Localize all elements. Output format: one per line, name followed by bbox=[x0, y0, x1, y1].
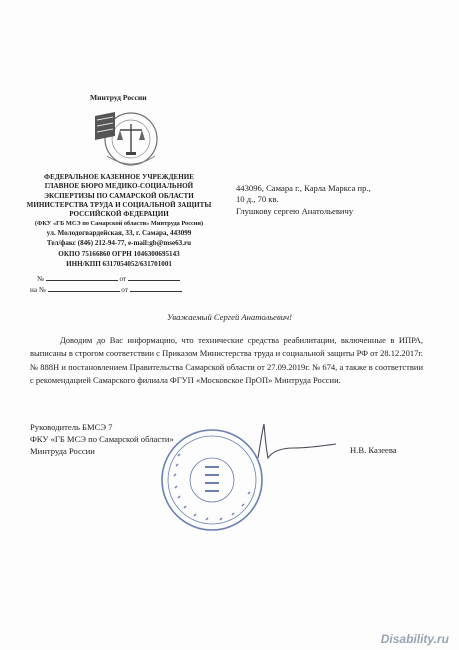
reply-no-blank bbox=[48, 283, 120, 292]
ministry-emblem-logo bbox=[93, 106, 163, 170]
org-name-line: ГЛАВНОЕ БЮРО МЕДИКО-СОЦИАЛЬНОЙ bbox=[44, 182, 194, 191]
signer-name: Н.В. Казеева bbox=[350, 445, 397, 455]
reg-date-blank bbox=[128, 272, 180, 281]
reg-on-label: на № bbox=[30, 286, 46, 294]
recipient-address-line: 10 д., 70 кв. bbox=[236, 194, 279, 205]
org-name-line: ФЕДЕРАЛЬНОЕ КАЗЕННОЕ УЧРЕЖДЕНИЕ bbox=[44, 173, 194, 181]
org-phone: Тел/факс (846) 212-94-77, e-mail:gb@mse63.ru bbox=[46, 239, 192, 247]
org-name-line: ЭКСПЕРТИЗЫ ПО САМАРСКОЙ ОБЛАСТИ bbox=[44, 191, 194, 200]
greeting: Уважаемый Сергей Анатольевич! bbox=[167, 312, 292, 322]
organization-block bbox=[14, 173, 224, 229]
org-address: ул. Молодогвардейская, 33, г. Самара, 443099 bbox=[46, 229, 192, 237]
signer-position: Руководитель БМСЭ 7 bbox=[30, 422, 113, 432]
signer-organization: ФКУ «ГБ МСЭ по Самарской области» bbox=[30, 433, 174, 444]
letter-body bbox=[30, 334, 423, 388]
body-paragraph: Доводим до Вас информацию, что технические средства реабилитации, включенные в ИПРА, выписаны в строгом соответствии с Приказом Министерства труда и социальной защиты РФ от 28.12.2017г. № 888Н и постановлением Правительства Самарской области от 27.09.2019г. № 674, а также в соответствии с рекомендацией Самарского филиала ФГУП «Московское ПрОП» Минтруда России. bbox=[30, 335, 423, 386]
reply-date-blank bbox=[130, 283, 182, 292]
handwritten-signature bbox=[250, 418, 340, 470]
reg-no-blank bbox=[46, 272, 118, 281]
signature-block bbox=[30, 422, 174, 457]
recipient-address-line: 443096, Самара г., Карла Маркса пр., bbox=[236, 183, 371, 193]
reply-number-row bbox=[30, 283, 182, 295]
recipient-name: Глушкову сергею Анатольевичу bbox=[236, 205, 354, 216]
org-name-line: РОССИЙСКОЙ ФЕДЕРАЦИИ bbox=[69, 210, 169, 219]
reg-from-label: от bbox=[119, 275, 127, 283]
org-short-name: (ФКУ «ГБ МСЭ по Самарской области» Минтруда России) bbox=[34, 220, 204, 228]
recipient-block bbox=[236, 183, 371, 217]
reg-from2-label: от bbox=[121, 286, 128, 294]
signer-ministry: Минтруда России bbox=[30, 445, 95, 456]
org-name-line: МИНИСТЕРСТВА ТРУДА И СОЦИАЛЬНОЙ ЗАЩИТЫ bbox=[26, 200, 212, 209]
org-okpo: ОКПО 75166860 ОГРН 1046300695143 bbox=[58, 250, 180, 258]
site-watermark: Disability.ru bbox=[380, 632, 449, 646]
org-inn: ИНН/КПП 6317054052/631701001 bbox=[66, 260, 172, 268]
ministry-name: Минтруд России bbox=[90, 93, 147, 102]
reg-no-label: № bbox=[37, 275, 44, 283]
